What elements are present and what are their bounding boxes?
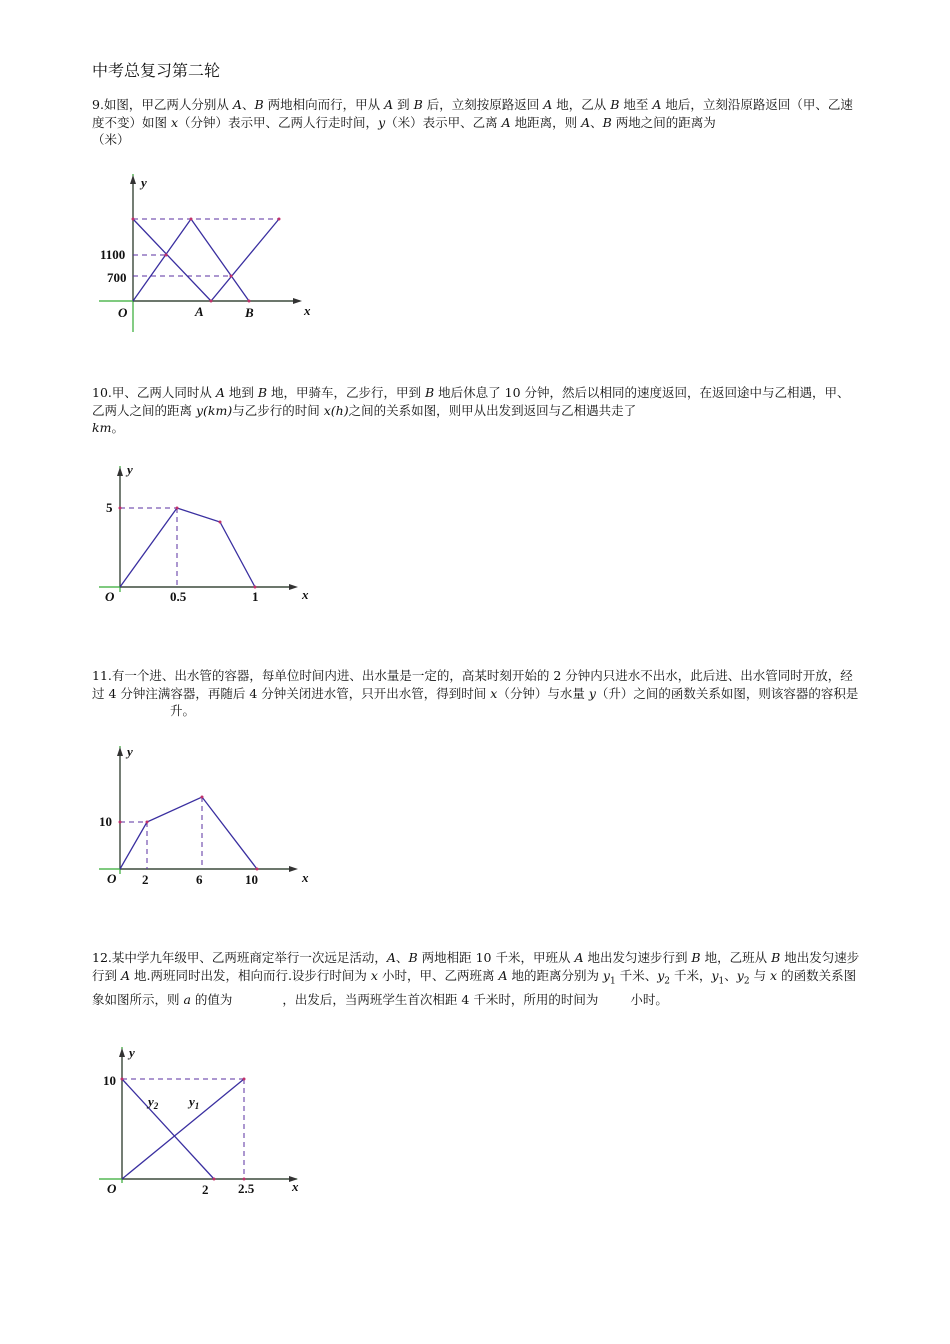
x-axis-label: x bbox=[292, 1179, 299, 1194]
origin-label: O bbox=[118, 305, 128, 320]
origin-label: O bbox=[107, 1181, 117, 1196]
graph-q9 bbox=[95, 170, 325, 335]
origin-label: O bbox=[105, 589, 115, 604]
question-10-text: 10.甲、乙两人同时从 A 地到 B 地，甲骑车，乙步行，甲到 B 地后休息了 10 分钟，然后以相同的速度返回，在返回途中与乙相遇，甲、乙两人之间的距离 y(km)与乙步行的时间 x(h)之间的关系如图，则甲从出发到返回与乙相遇共走了 km。 bbox=[92, 385, 850, 435]
tick-6: 6 bbox=[196, 872, 203, 887]
series-y2-label: $y_2$ bbox=[148, 1094, 159, 1111]
question-9-text: 9.如图，甲乙两人分别从 A、B 两地相向而行，甲从 A 到 B 后，立刻按原路返回 A 地，乙从 B 地至 A 地后，立刻沿原路返回（甲、乙速度不变）如图 x（分钟）表示甲、乙两人行走时间，y（米）表示甲、乙离 A 地距离，则 A、B 两地之间的距离为（米） bbox=[92, 97, 853, 147]
y-axis-label: y bbox=[141, 175, 147, 190]
origin-label: O bbox=[107, 871, 117, 886]
tick-700: 700 bbox=[107, 270, 127, 285]
y-axis-label: y bbox=[127, 744, 133, 759]
question-11-text: 11.有一个进、出水管的容器，每单位时间内进、出水量是一定的，高某时刻开始的 2 分钟内只进水不出水，此后进、出水管同时开放，经过 4 分钟注满容器，再随后 4 分钟关闭进水管，只开出水管，得到时间 x（分钟）与水量 y（升）之间的函数关系如图，则该容器的容积是升。 bbox=[92, 668, 859, 718]
tick-5: 5 bbox=[106, 500, 113, 515]
tick-10: 10 bbox=[245, 872, 258, 887]
x-axis-label: x bbox=[302, 870, 309, 885]
tick-2-5: 2.5 bbox=[238, 1181, 255, 1196]
y-axis-label: y bbox=[129, 1045, 135, 1060]
tick-10: 10 bbox=[103, 1073, 116, 1088]
graph-q10 bbox=[95, 462, 325, 612]
tick-A: A bbox=[195, 304, 204, 319]
x-axis-label: x bbox=[302, 587, 309, 602]
series-y1-label: $y_1$ bbox=[189, 1094, 200, 1111]
page-heading: 中考总复习第二轮 bbox=[92, 61, 221, 80]
question-12-text: 12.某中学九年级甲、乙两班商定举行一次远足活动，A、B 两地相距 10 千米，甲班从 A 地出发匀速步行到 B 地，乙班从 B 地出发匀速步行到 A 地.两班同时出发，相向而行.设步行时间为 x 小时，甲、乙两班离 A 地的距离分别为 $y_1$ 千米、$y_2$ 千米，$y_1$、$y_2$ 与 x 的函数关系图象如图所示，则 a 的值为 ，出发后，当两班学生首次相距 4 千米时，所用的时间为 小时。 bbox=[92, 950, 860, 1007]
tick-2: 2 bbox=[202, 1182, 209, 1197]
graph-q12 bbox=[95, 1043, 325, 1203]
tick-1100: 1100 bbox=[100, 247, 126, 262]
tick-10-y: 10 bbox=[99, 814, 112, 829]
x-axis-label: x bbox=[304, 303, 311, 318]
tick-B: B bbox=[245, 305, 254, 320]
tick-1: 1 bbox=[252, 589, 259, 604]
tick-0-5: 0.5 bbox=[170, 589, 187, 604]
tick-2: 2 bbox=[142, 872, 149, 887]
y-axis-label: y bbox=[127, 462, 133, 477]
graph-q11 bbox=[95, 742, 325, 892]
